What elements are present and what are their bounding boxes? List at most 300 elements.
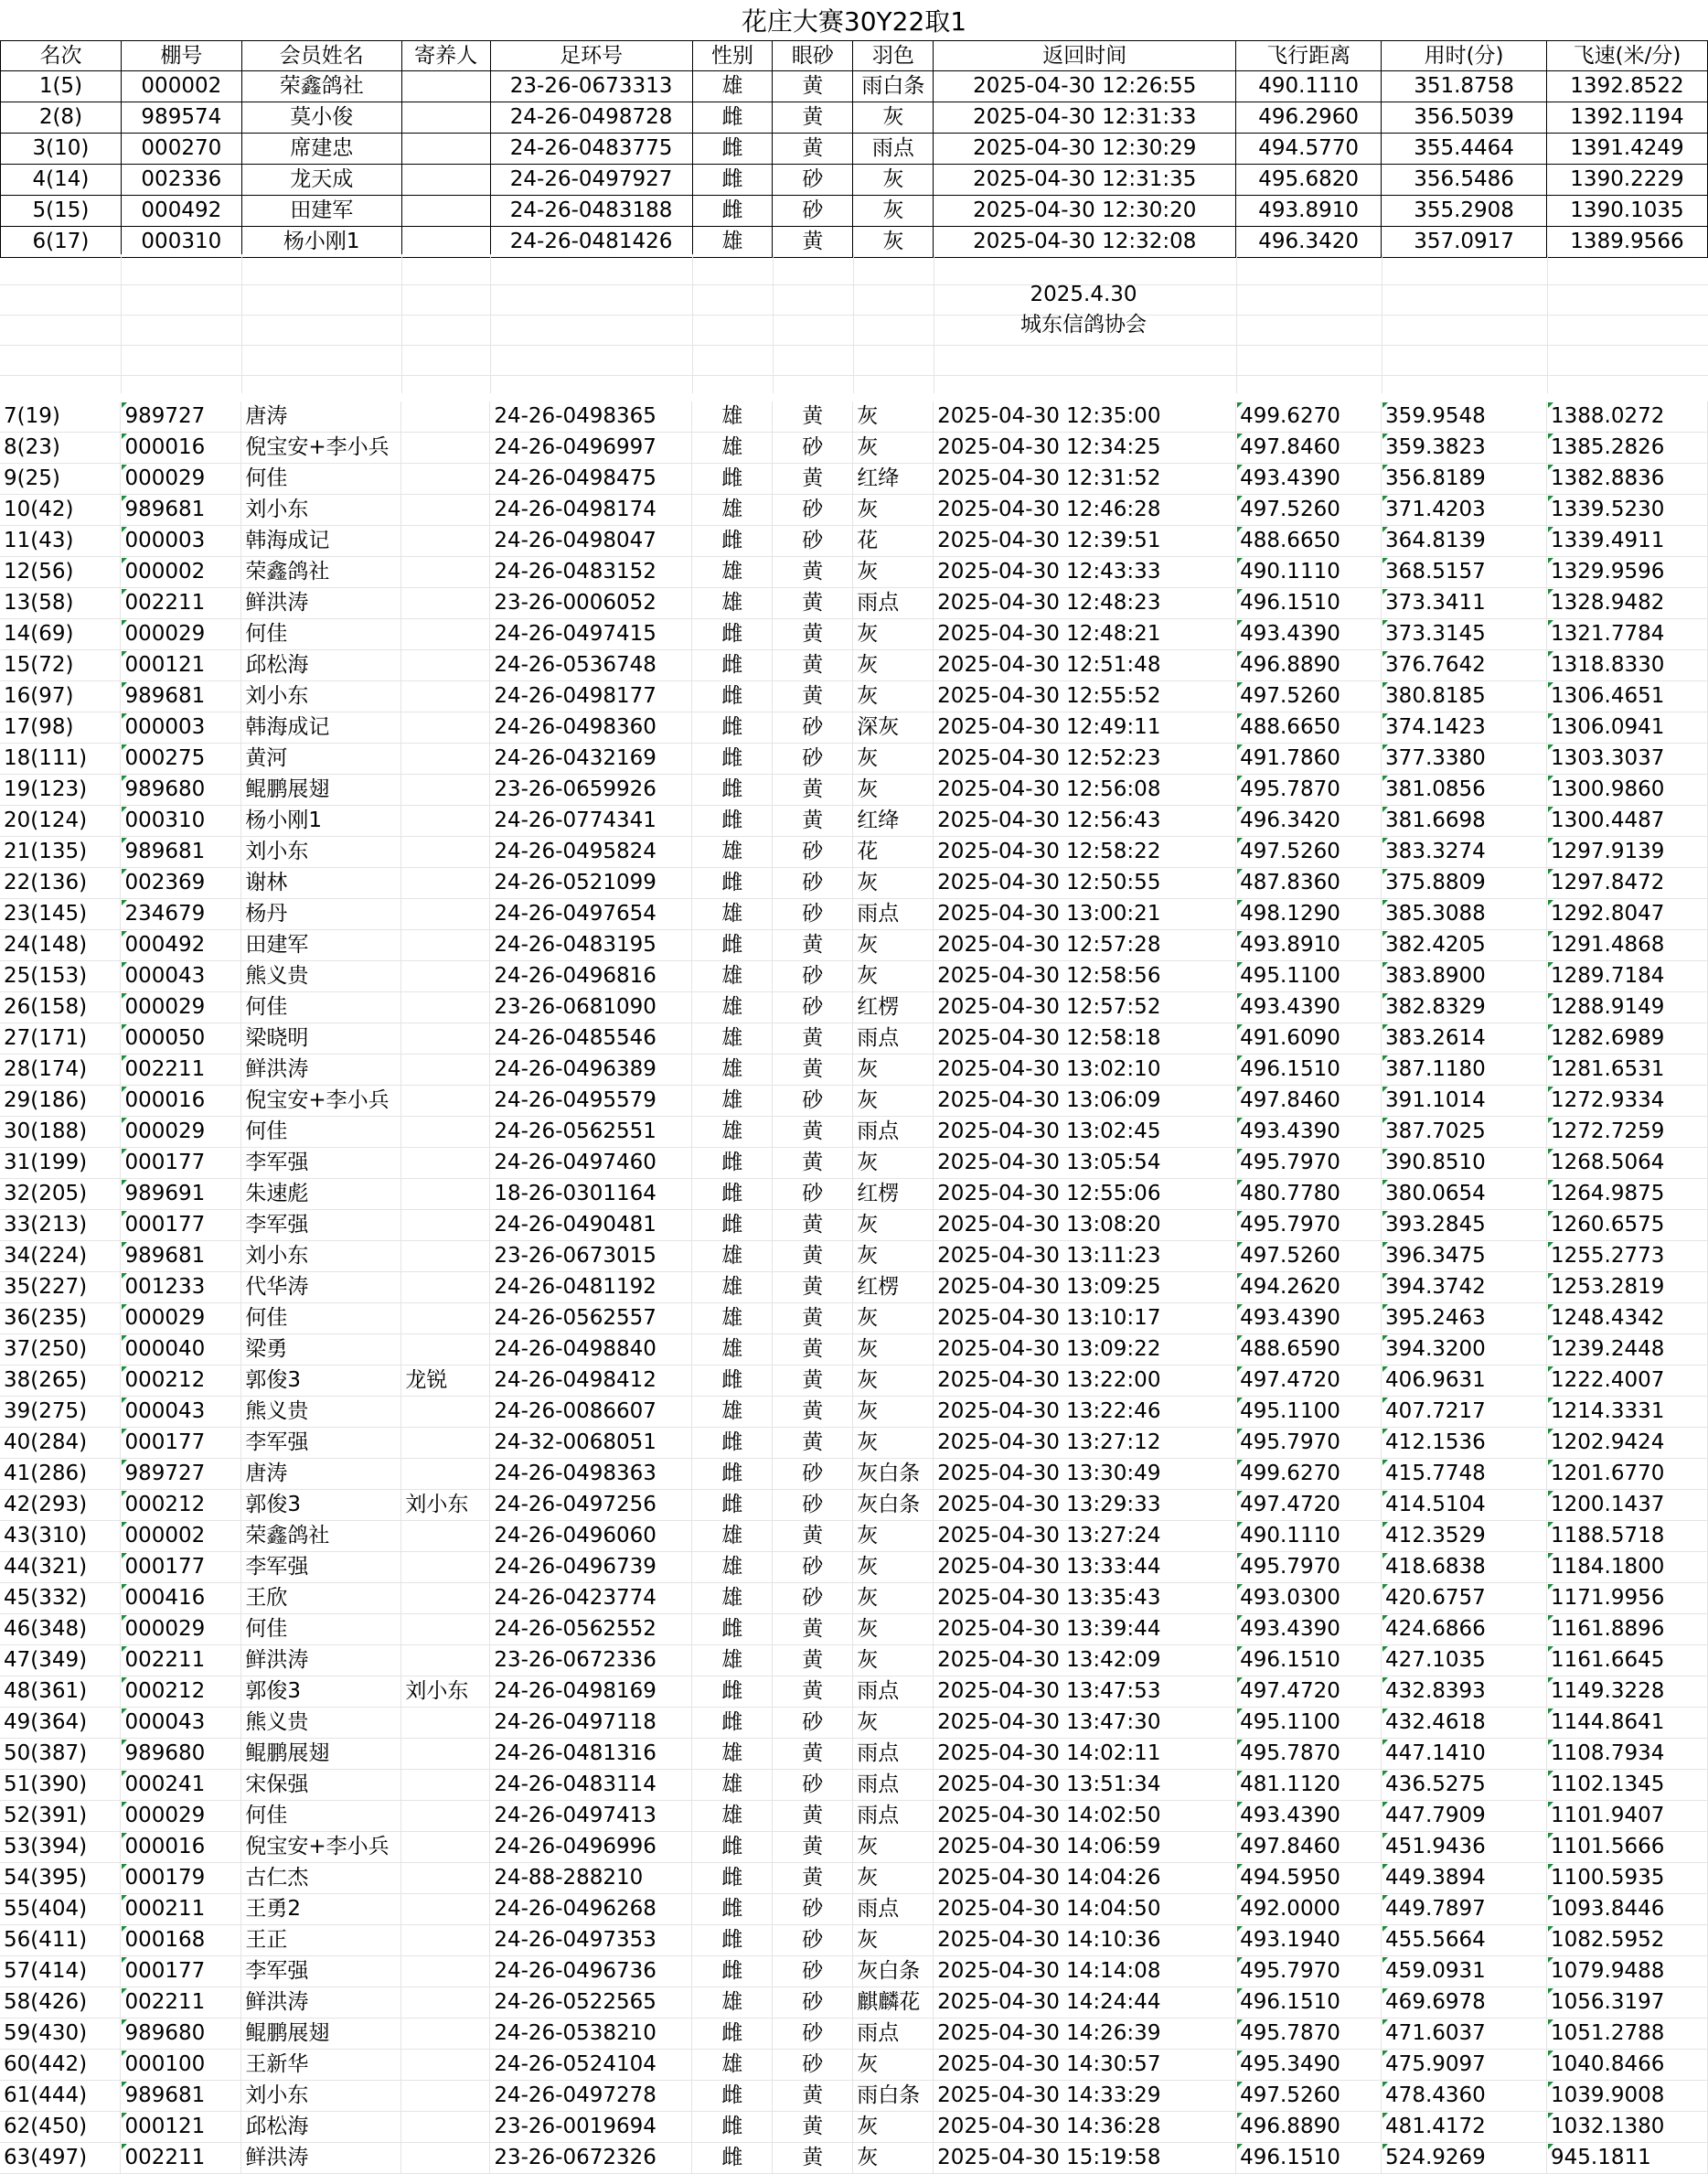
table-cell: 砂 bbox=[773, 837, 853, 868]
table-cell: 24-26-0481426 bbox=[490, 227, 692, 258]
table-row bbox=[0, 1925, 1708, 1956]
table-cell: 雄 bbox=[692, 1023, 773, 1055]
table-cell: 杨小刚1 bbox=[241, 806, 401, 837]
table-cell: 雄 bbox=[692, 2050, 773, 2081]
table-cell bbox=[401, 650, 490, 681]
table-cell: 1260.6575 bbox=[1546, 1210, 1707, 1241]
table-cell: 1056.3197 bbox=[1546, 1987, 1707, 2019]
table-row bbox=[0, 1863, 1708, 1894]
table-cell: 鲲鹏展翅 bbox=[241, 775, 401, 806]
table-cell: 雌 bbox=[692, 619, 773, 650]
table-row bbox=[0, 1086, 1708, 1117]
table-cell bbox=[401, 526, 490, 557]
table-cell bbox=[401, 744, 490, 775]
table-cell: 356.5486 bbox=[1382, 165, 1547, 196]
table-cell: 红楞 bbox=[853, 1272, 934, 1303]
table-cell: 2025-04-30 13:11:23 bbox=[934, 1241, 1236, 1272]
table-cell: 2025-04-30 12:30:29 bbox=[934, 134, 1236, 165]
table-cell: 黄 bbox=[773, 1521, 853, 1552]
table-cell: 2025-04-30 12:43:33 bbox=[934, 557, 1236, 588]
table-cell: 24(148) bbox=[0, 930, 121, 961]
table-row bbox=[0, 526, 1708, 557]
table-cell: 23-26-0659926 bbox=[490, 775, 692, 806]
table-cell: 黄 bbox=[773, 1272, 853, 1303]
table-row bbox=[0, 1894, 1708, 1925]
table-row bbox=[0, 1272, 1708, 1303]
table-cell: 灰 bbox=[853, 681, 934, 712]
table-cell: 000310 bbox=[121, 806, 241, 837]
table-cell: 1392.1194 bbox=[1547, 102, 1708, 134]
table-cell: 砂 bbox=[773, 196, 853, 227]
table-cell: 494.5950 bbox=[1236, 1863, 1382, 1894]
table-cell: 1100.5935 bbox=[1546, 1863, 1707, 1894]
table-cell: 000121 bbox=[121, 2112, 241, 2143]
column-header: 名次 bbox=[1, 41, 122, 71]
table-row bbox=[0, 868, 1708, 899]
table-cell: 24-26-0497460 bbox=[490, 1148, 692, 1179]
table-cell bbox=[401, 227, 490, 258]
table-cell: 2025-04-30 12:55:52 bbox=[934, 681, 1236, 712]
table-row bbox=[0, 1241, 1708, 1272]
table-cell: 红楞 bbox=[853, 992, 934, 1023]
table-row bbox=[0, 557, 1708, 588]
table-cell: 1184.1800 bbox=[1546, 1552, 1707, 1583]
table-cell: 60(442) bbox=[0, 2050, 121, 2081]
table-cell bbox=[401, 1179, 490, 1210]
table-cell: 朱速彪 bbox=[241, 1179, 401, 1210]
table-cell: 1300.4487 bbox=[1546, 806, 1707, 837]
table-cell: 灰 bbox=[853, 402, 934, 433]
table-cell: 田建军 bbox=[241, 196, 401, 227]
table-cell: 黄 bbox=[773, 1117, 853, 1148]
table-cell: 451.9436 bbox=[1382, 1832, 1547, 1863]
table-cell: 000029 bbox=[121, 1801, 241, 1832]
table-cell: 356.5039 bbox=[1382, 102, 1547, 134]
table-cell: 497.5260 bbox=[1236, 495, 1382, 526]
table-cell: 52(391) bbox=[0, 1801, 121, 1832]
table-cell: 2025-04-30 12:58:56 bbox=[934, 961, 1236, 992]
table-cell: 406.9631 bbox=[1382, 1365, 1547, 1397]
table-cell: 524.9269 bbox=[1382, 2143, 1547, 2174]
table-cell: 1385.2826 bbox=[1546, 433, 1707, 464]
table-cell: 2025-04-30 13:02:10 bbox=[934, 1055, 1236, 1086]
table-cell: 1292.8047 bbox=[1546, 899, 1707, 930]
table-cell bbox=[401, 165, 490, 196]
table-cell: 000177 bbox=[121, 1148, 241, 1179]
table-cell: 24-26-0498728 bbox=[490, 102, 692, 134]
table-cell: 雌 bbox=[692, 1365, 773, 1397]
table-cell: 394.3742 bbox=[1382, 1272, 1547, 1303]
table-cell: 灰 bbox=[853, 775, 934, 806]
table-cell: 495.3490 bbox=[1236, 2050, 1382, 2081]
table-cell: 杨丹 bbox=[241, 899, 401, 930]
table-cell: 1318.8330 bbox=[1546, 650, 1707, 681]
table-cell: 24-26-0483188 bbox=[490, 196, 692, 227]
table-cell: 雌 bbox=[692, 2143, 773, 2174]
table-cell bbox=[401, 1956, 490, 1987]
table-cell: 雨点 bbox=[853, 1894, 934, 1925]
table-cell: 16(97) bbox=[0, 681, 121, 712]
table-cell bbox=[401, 1459, 490, 1490]
table-cell bbox=[401, 775, 490, 806]
table-cell: 475.9097 bbox=[1382, 2050, 1547, 2081]
table-cell: 24-26-0497118 bbox=[490, 1708, 692, 1739]
table-cell: 雌 bbox=[692, 1614, 773, 1645]
table-cell: 灰 bbox=[853, 650, 934, 681]
table-cell: 000179 bbox=[121, 1863, 241, 1894]
table-cell: 61(444) bbox=[0, 2081, 121, 2112]
table-cell: 24-26-0498363 bbox=[490, 1459, 692, 1490]
table-cell: 24-26-0086607 bbox=[490, 1397, 692, 1428]
table-cell bbox=[401, 619, 490, 650]
table-row bbox=[1, 71, 1708, 102]
table-cell: 黄 bbox=[773, 1645, 853, 1676]
table-cell: 灰 bbox=[853, 1708, 934, 1739]
table-cell: 1082.5952 bbox=[1546, 1925, 1707, 1956]
table-cell: 1303.3037 bbox=[1546, 744, 1707, 775]
table-cell: 黄 bbox=[773, 930, 853, 961]
table-cell: 495.1100 bbox=[1236, 1708, 1382, 1739]
gap-grid bbox=[0, 254, 1708, 393]
table-cell: 红绛 bbox=[853, 464, 934, 495]
table-cell: 1079.9488 bbox=[1546, 1956, 1707, 1987]
table-cell: 李军强 bbox=[241, 1956, 401, 1987]
table-cell: 雄 bbox=[692, 899, 773, 930]
table-cell: 381.0856 bbox=[1382, 775, 1547, 806]
table-cell: 23-26-0019694 bbox=[490, 2112, 692, 2143]
table-cell: 灰 bbox=[853, 619, 934, 650]
table-cell: 23-26-0681090 bbox=[490, 992, 692, 1023]
table-cell: 黄 bbox=[773, 2112, 853, 2143]
table-cell: 495.7870 bbox=[1236, 1739, 1382, 1770]
table-row bbox=[0, 2112, 1708, 2143]
table-cell: 1255.2773 bbox=[1546, 1241, 1707, 1272]
table-cell: 灰 bbox=[853, 1925, 934, 1956]
table-cell: 王正 bbox=[241, 1925, 401, 1956]
table-cell: 黄 bbox=[773, 402, 853, 433]
table-cell: 深灰 bbox=[853, 712, 934, 744]
table-cell: 27(171) bbox=[0, 1023, 121, 1055]
table-cell: 雌 bbox=[692, 1490, 773, 1521]
table-cell: 1329.9596 bbox=[1546, 557, 1707, 588]
table-cell: 18-26-0301164 bbox=[490, 1179, 692, 1210]
table-cell: 493.8910 bbox=[1236, 196, 1382, 227]
table-cell: 24-26-0496060 bbox=[490, 1521, 692, 1552]
table-row bbox=[0, 1459, 1708, 1490]
table-cell: 雌 bbox=[692, 134, 773, 165]
table-cell: 鲜洪涛 bbox=[241, 588, 401, 619]
table-cell: 000043 bbox=[121, 1708, 241, 1739]
table-cell: 24-26-0498360 bbox=[490, 712, 692, 744]
table-cell: 2025-04-30 12:56:08 bbox=[934, 775, 1236, 806]
table-cell: 24-26-0481192 bbox=[490, 1272, 692, 1303]
table-cell: 刘小东 bbox=[241, 837, 401, 868]
table-cell: 10(42) bbox=[0, 495, 121, 526]
table-cell bbox=[401, 1925, 490, 1956]
table-cell: 24-26-0497654 bbox=[490, 899, 692, 930]
table-cell: 倪宝安+李小兵 bbox=[241, 1086, 401, 1117]
table-cell: 鲲鹏展翅 bbox=[241, 1739, 401, 1770]
table-cell: 32(205) bbox=[0, 1179, 121, 1210]
table-cell: 000241 bbox=[121, 1770, 241, 1801]
table-cell: 灰 bbox=[853, 1148, 934, 1179]
table-cell: 497.8460 bbox=[1236, 433, 1382, 464]
table-cell: 何佳 bbox=[241, 1801, 401, 1832]
table-cell: 24-26-0498177 bbox=[490, 681, 692, 712]
table-cell: 何佳 bbox=[241, 1614, 401, 1645]
table-cell: 359.3823 bbox=[1382, 433, 1547, 464]
table-row bbox=[0, 744, 1708, 775]
table-cell: 1161.6645 bbox=[1546, 1645, 1707, 1676]
table-cell: 何佳 bbox=[241, 992, 401, 1023]
table-cell: 447.1410 bbox=[1382, 1739, 1547, 1770]
table-cell: 000002 bbox=[121, 1521, 241, 1552]
table-cell: 989727 bbox=[121, 402, 241, 433]
table-cell bbox=[401, 1739, 490, 1770]
table-cell: 48(361) bbox=[0, 1676, 121, 1708]
table-cell: 1039.9008 bbox=[1546, 2081, 1707, 2112]
table-cell: 19(123) bbox=[0, 775, 121, 806]
table-cell: 391.1014 bbox=[1382, 1086, 1547, 1117]
table-cell: 24-32-0068051 bbox=[490, 1428, 692, 1459]
table-cell bbox=[401, 1770, 490, 1801]
table-cell: 396.3475 bbox=[1382, 1241, 1547, 1272]
table-cell: 宋保强 bbox=[241, 1770, 401, 1801]
table-cell: 2025-04-30 13:33:44 bbox=[934, 1552, 1236, 1583]
table-cell: 何佳 bbox=[241, 464, 401, 495]
table-cell: 雌 bbox=[692, 1925, 773, 1956]
table-row bbox=[0, 1179, 1708, 1210]
table-cell: 000416 bbox=[121, 1583, 241, 1614]
table-cell: 郭俊3 bbox=[241, 1490, 401, 1521]
table-row bbox=[0, 681, 1708, 712]
table-cell: 雄 bbox=[692, 588, 773, 619]
table-row bbox=[0, 1365, 1708, 1397]
table-cell: 2025-04-30 13:09:25 bbox=[934, 1272, 1236, 1303]
table-cell: 002336 bbox=[121, 165, 241, 196]
table-cell: 53(394) bbox=[0, 1832, 121, 1863]
table-cell: 496.8890 bbox=[1236, 2112, 1382, 2143]
table-cell: 45(332) bbox=[0, 1583, 121, 1614]
table-cell: 412.3529 bbox=[1382, 1521, 1547, 1552]
table-cell: 雌 bbox=[692, 1708, 773, 1739]
table-cell: 2025-04-30 13:09:22 bbox=[934, 1334, 1236, 1365]
table-cell: 2025-04-30 14:04:26 bbox=[934, 1863, 1236, 1894]
table-cell: 2025-04-30 14:33:29 bbox=[934, 2081, 1236, 2112]
table-cell: 478.4360 bbox=[1382, 2081, 1547, 2112]
table-cell: 1(5) bbox=[1, 71, 122, 102]
table-cell: 35(227) bbox=[0, 1272, 121, 1303]
table-cell: 387.7025 bbox=[1382, 1117, 1547, 1148]
table-cell: 000100 bbox=[121, 2050, 241, 2081]
table-cell: 000177 bbox=[121, 1956, 241, 1987]
table-cell bbox=[401, 1210, 490, 1241]
table-row bbox=[0, 930, 1708, 961]
table-cell: 灰 bbox=[853, 1086, 934, 1117]
table-cell: 雄 bbox=[692, 1397, 773, 1428]
table-cell: 1339.5230 bbox=[1546, 495, 1707, 526]
table-cell: 58(426) bbox=[0, 1987, 121, 2019]
table-cell: 灰 bbox=[853, 2050, 934, 2081]
table-cell: 1389.9566 bbox=[1547, 227, 1708, 258]
table-row bbox=[0, 806, 1708, 837]
table-cell: 王欣 bbox=[241, 1583, 401, 1614]
table-cell: 6(17) bbox=[1, 227, 122, 258]
table-cell: 000177 bbox=[121, 1552, 241, 1583]
column-header: 眼砂 bbox=[773, 41, 853, 71]
table-cell: 荣鑫鸽社 bbox=[241, 71, 401, 102]
table-row bbox=[0, 1428, 1708, 1459]
table-cell: 24-26-0498169 bbox=[490, 1676, 692, 1708]
table-row bbox=[0, 1708, 1708, 1739]
table-cell: 2025-04-30 12:32:08 bbox=[934, 227, 1236, 258]
table-cell: 雨点 bbox=[853, 1770, 934, 1801]
table-cell: 382.8329 bbox=[1382, 992, 1547, 1023]
table-cell: 2025-04-30 12:51:48 bbox=[934, 650, 1236, 681]
table-cell: 383.2614 bbox=[1382, 1023, 1547, 1055]
table-cell: 000016 bbox=[121, 433, 241, 464]
table-cell: 000040 bbox=[121, 1334, 241, 1365]
table-cell: 古仁杰 bbox=[241, 1863, 401, 1894]
table-cell: 000212 bbox=[121, 1490, 241, 1521]
table-cell bbox=[401, 2050, 490, 2081]
table-cell: 414.5104 bbox=[1382, 1490, 1547, 1521]
table-row bbox=[0, 1334, 1708, 1365]
table-cell: 熊义贵 bbox=[241, 1708, 401, 1739]
table-cell: 000043 bbox=[121, 1397, 241, 1428]
table-cell: 雨点 bbox=[853, 588, 934, 619]
table-cell: 493.1940 bbox=[1236, 1925, 1382, 1956]
table-cell: 000177 bbox=[121, 1428, 241, 1459]
table-cell: 鲲鹏展翅 bbox=[241, 2019, 401, 2050]
table-cell: 雄 bbox=[692, 1987, 773, 2019]
table-row bbox=[0, 1583, 1708, 1614]
table-cell: 449.7897 bbox=[1382, 1894, 1547, 1925]
table-row bbox=[0, 1303, 1708, 1334]
table-cell: 496.1510 bbox=[1236, 2143, 1382, 2174]
table-cell: 邱松海 bbox=[241, 650, 401, 681]
table-cell: 灰 bbox=[853, 1863, 934, 1894]
table-cell: 2025-04-30 13:29:33 bbox=[934, 1490, 1236, 1521]
table-cell: 989574 bbox=[121, 102, 241, 134]
table-cell: 雌 bbox=[692, 1676, 773, 1708]
table-cell: 1300.9860 bbox=[1546, 775, 1707, 806]
table-cell: 364.8139 bbox=[1382, 526, 1547, 557]
table-cell: 雌 bbox=[692, 464, 773, 495]
table-cell: 29(186) bbox=[0, 1086, 121, 1117]
table-cell: 李军强 bbox=[241, 1552, 401, 1583]
table-cell: 387.1180 bbox=[1382, 1055, 1547, 1086]
table-cell: 23-26-0672336 bbox=[490, 1645, 692, 1676]
table-cell: 1108.7934 bbox=[1546, 1739, 1707, 1770]
table-cell: 490.1110 bbox=[1236, 71, 1382, 102]
table-cell: 灰 bbox=[853, 1645, 934, 1676]
table-cell: 000029 bbox=[121, 992, 241, 1023]
table-cell: 鲜洪涛 bbox=[241, 1645, 401, 1676]
table-cell: 李军强 bbox=[241, 1148, 401, 1179]
column-header: 寄养人 bbox=[401, 41, 490, 71]
table-cell: 000492 bbox=[121, 196, 241, 227]
table-cell: 2025-04-30 12:57:28 bbox=[934, 930, 1236, 961]
table-cell: 雄 bbox=[692, 1086, 773, 1117]
table-row bbox=[0, 899, 1708, 930]
table-cell bbox=[401, 557, 490, 588]
table-row bbox=[1, 227, 1708, 258]
table-cell: 黄 bbox=[773, 1676, 853, 1708]
table-cell: 2025-04-30 12:50:55 bbox=[934, 868, 1236, 899]
table-cell: 373.3411 bbox=[1382, 588, 1547, 619]
table-cell: 黄 bbox=[773, 1614, 853, 1645]
table-row bbox=[0, 1770, 1708, 1801]
table-row bbox=[0, 1645, 1708, 1676]
table-cell: 雄 bbox=[692, 1521, 773, 1552]
table-cell: 42(293) bbox=[0, 1490, 121, 1521]
table-row bbox=[0, 1832, 1708, 1863]
table-cell: 2025-04-30 12:52:23 bbox=[934, 744, 1236, 775]
table-cell: 24-26-0483775 bbox=[490, 134, 692, 165]
table-cell: 459.0931 bbox=[1382, 1956, 1547, 1987]
table-cell: 黄 bbox=[773, 102, 853, 134]
table-cell: 490.1110 bbox=[1236, 1521, 1382, 1552]
table-cell: 432.8393 bbox=[1382, 1676, 1547, 1708]
table-cell: 灰 bbox=[853, 1303, 934, 1334]
table-cell: 刘小东 bbox=[241, 495, 401, 526]
table-cell: 雄 bbox=[692, 1117, 773, 1148]
table-cell bbox=[401, 2081, 490, 2112]
table-cell: 30(188) bbox=[0, 1117, 121, 1148]
table-cell: 黄 bbox=[773, 1334, 853, 1365]
table-cell: 黄 bbox=[773, 1303, 853, 1334]
table-cell: 砂 bbox=[773, 899, 853, 930]
table-cell: 382.4205 bbox=[1382, 930, 1547, 961]
table-cell: 王勇2 bbox=[241, 1894, 401, 1925]
table-cell: 红绛 bbox=[853, 806, 934, 837]
table-cell: 雄 bbox=[692, 837, 773, 868]
table-cell: 24-26-0483195 bbox=[490, 930, 692, 961]
column-header: 羽色 bbox=[853, 41, 934, 71]
table-cell bbox=[401, 1521, 490, 1552]
table-cell bbox=[401, 681, 490, 712]
table-row bbox=[0, 402, 1708, 433]
table-cell: 000029 bbox=[121, 1614, 241, 1645]
table-cell: 1201.6770 bbox=[1546, 1459, 1707, 1490]
table-cell: 495.7970 bbox=[1236, 1210, 1382, 1241]
table-cell: 24-26-0496996 bbox=[490, 1832, 692, 1863]
table-cell: 黄 bbox=[773, 71, 853, 102]
table-cell: 2025-04-30 12:48:21 bbox=[934, 619, 1236, 650]
table-cell: 灰 bbox=[853, 495, 934, 526]
table-cell: 1388.0272 bbox=[1546, 402, 1707, 433]
table-cell: 雌 bbox=[692, 868, 773, 899]
table-cell: 000168 bbox=[121, 1925, 241, 1956]
table-cell: 2(8) bbox=[1, 102, 122, 134]
table-cell bbox=[401, 2019, 490, 2050]
table-cell: 砂 bbox=[773, 868, 853, 899]
table-cell: 62(450) bbox=[0, 2112, 121, 2143]
table-cell: 492.0000 bbox=[1236, 1894, 1382, 1925]
table-cell: 1101.9407 bbox=[1546, 1801, 1707, 1832]
table-cell: 385.3088 bbox=[1382, 899, 1547, 930]
table-cell: 000029 bbox=[121, 1303, 241, 1334]
table-cell: 2025-04-30 13:51:34 bbox=[934, 1770, 1236, 1801]
table-cell: 刘小东 bbox=[401, 1490, 490, 1521]
table-cell: 荣鑫鸽社 bbox=[241, 1521, 401, 1552]
table-cell bbox=[401, 712, 490, 744]
table-cell bbox=[401, 868, 490, 899]
table-cell: 黄 bbox=[773, 619, 853, 650]
table-cell: 24-26-0495579 bbox=[490, 1086, 692, 1117]
table-cell: 黄 bbox=[773, 227, 853, 258]
